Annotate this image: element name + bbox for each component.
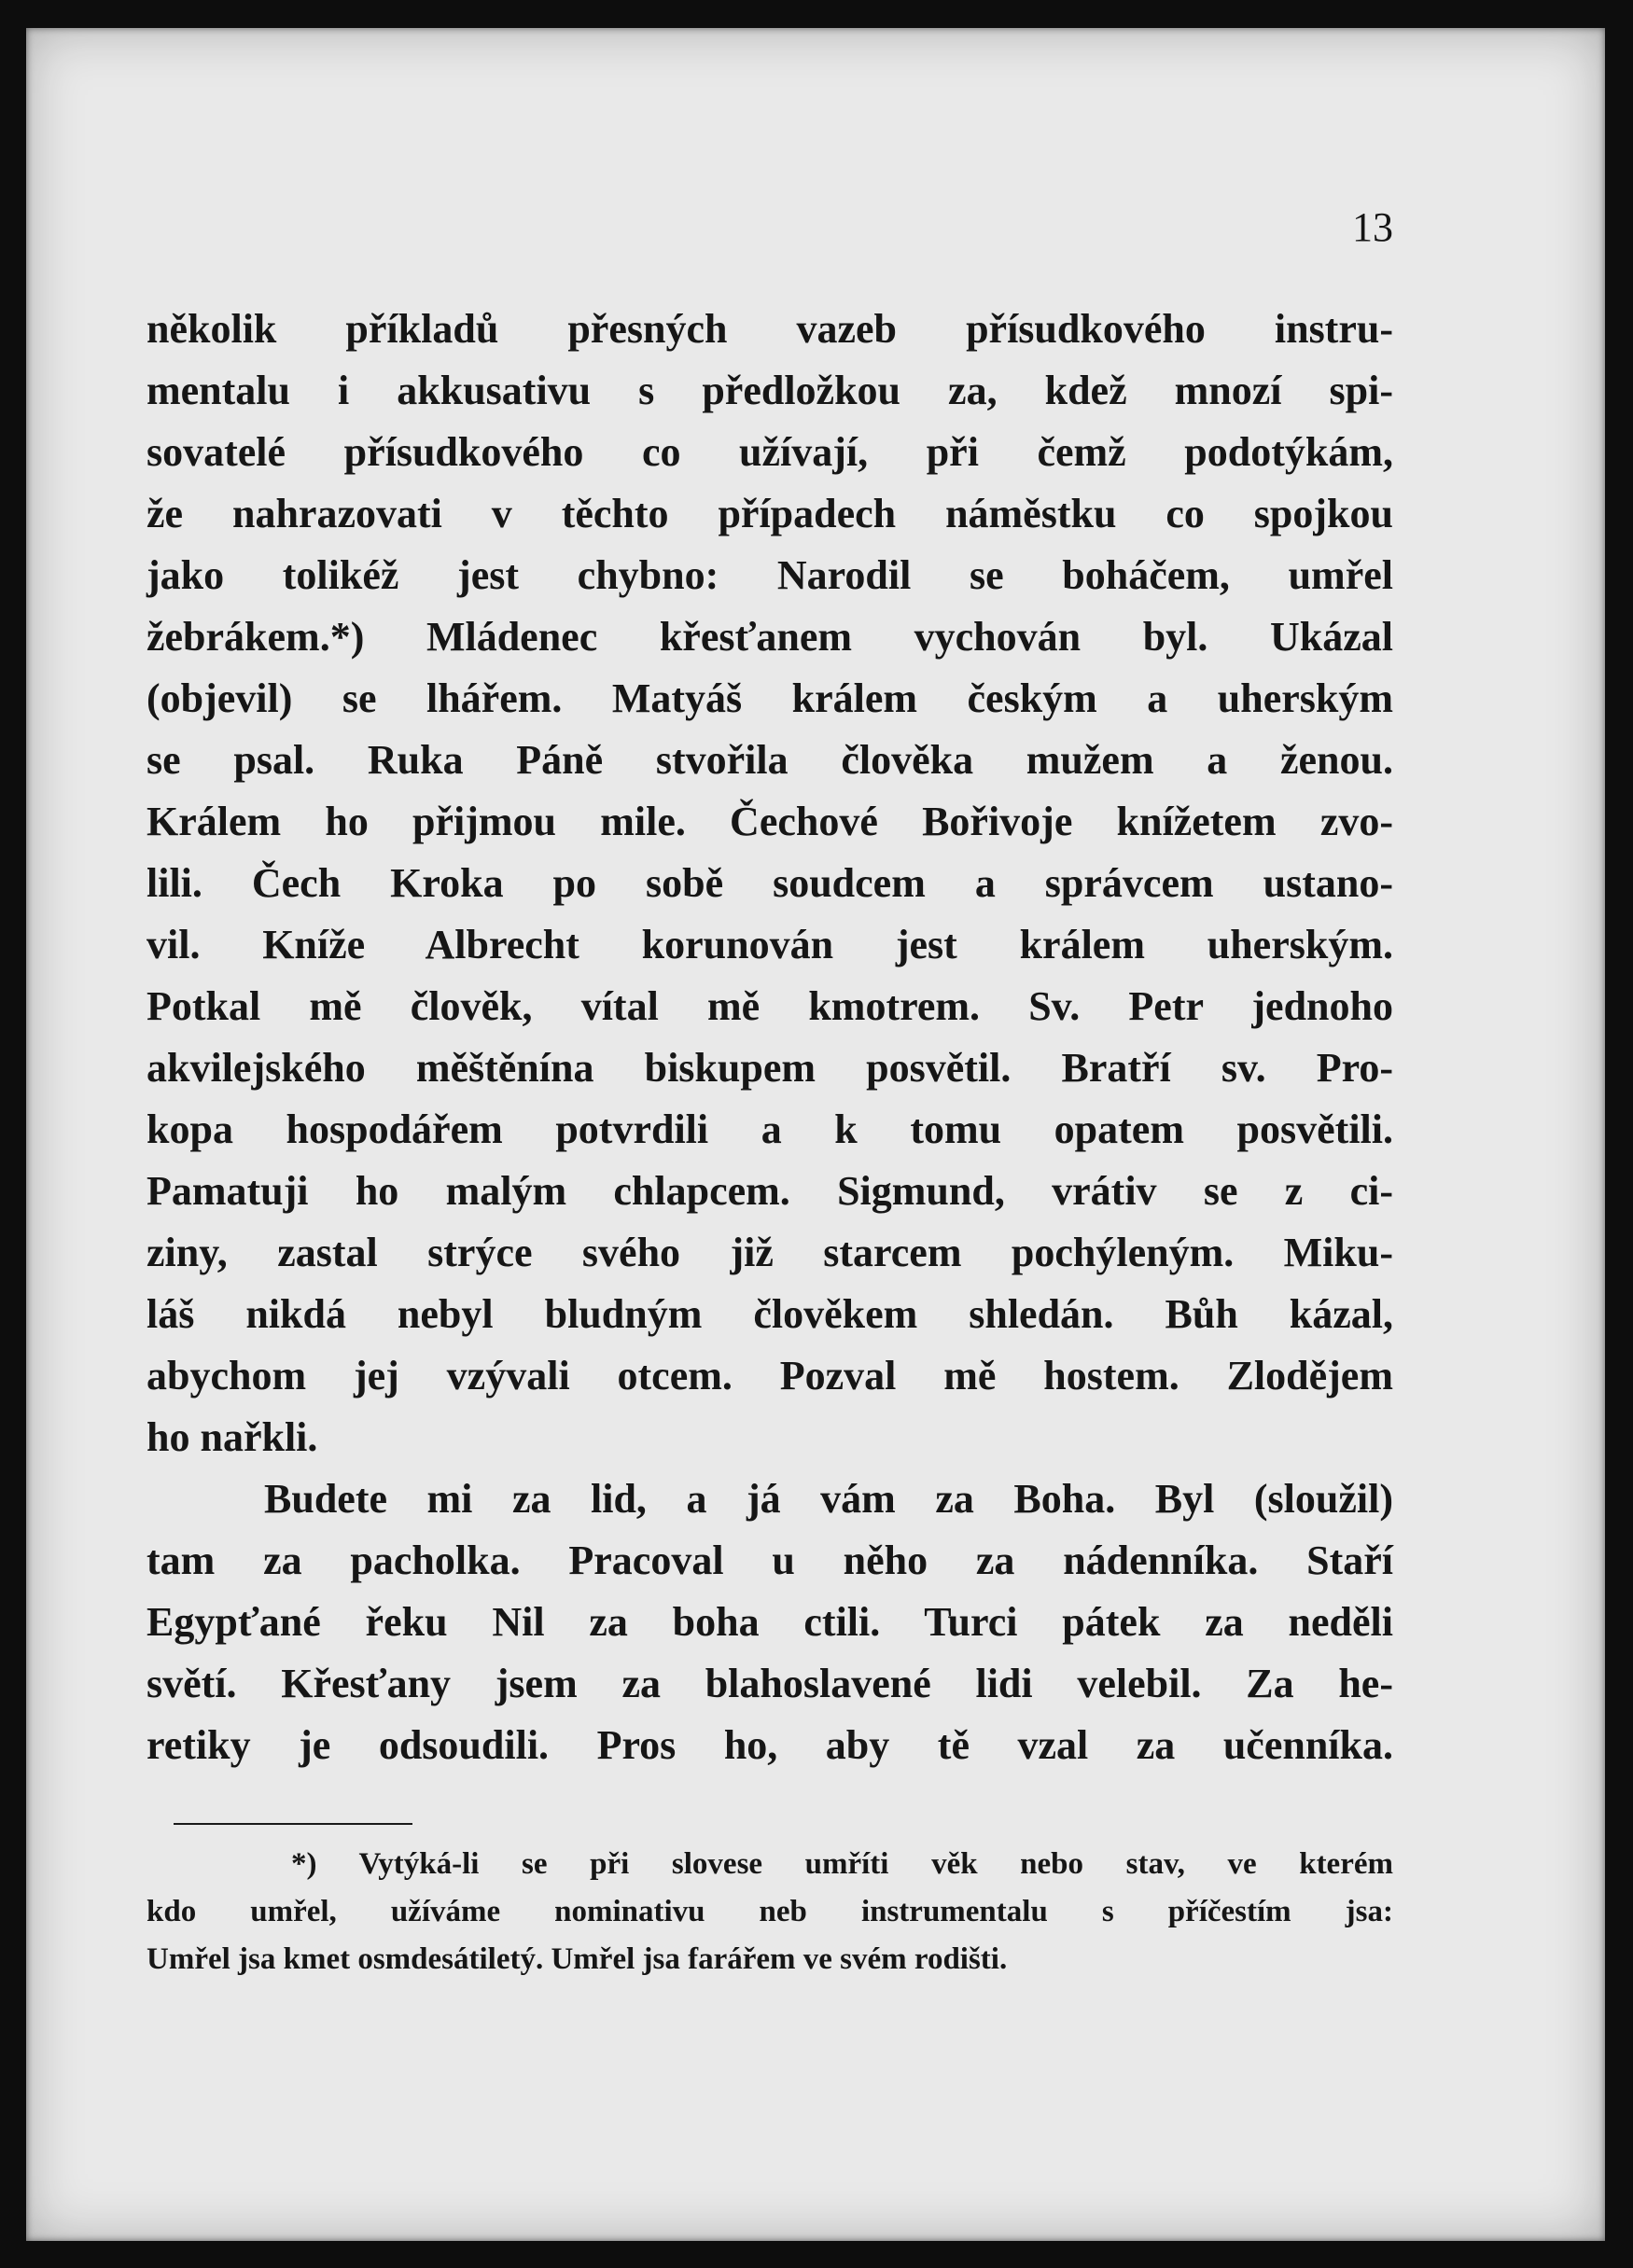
text-line: že nahrazovati v těchto případech náměstku co spojkou bbox=[147, 491, 1393, 536]
text-line: mentalu i akkusativu s předložkou za, kdež mnozí spi- bbox=[147, 368, 1393, 413]
text-line: Králem ho přijmou mile. Čechové Bořivoje knížetem zvo- bbox=[147, 799, 1393, 844]
page-number: 13 bbox=[1352, 204, 1393, 250]
footnote bbox=[147, 1841, 1393, 1983]
text-line: několik příkladů přesných vazeb přísudkového instru- bbox=[147, 306, 1393, 352]
text-line: sovatelé přísudkového co užívají, při čemž podotýkám, bbox=[147, 429, 1393, 475]
text-line: Pamatuji ho malým chlapcem. Sigmund, vrátiv se z ci- bbox=[147, 1168, 1393, 1214]
footnote-line: *) Vytýká-li se při slovese umříti věk nebo stav, ve kterém bbox=[291, 1847, 1393, 1881]
text-line: jako tolikéž jest chybno: Narodil se boháčem, umřel bbox=[147, 552, 1393, 598]
text-line: kopa hospodářem potvrdili a k tomu opatem posvětili. bbox=[147, 1106, 1393, 1152]
text-line: světí. Křesťany jsem za blahoslavené lidi velebil. Za he- bbox=[147, 1661, 1393, 1706]
text-line: žebrákem.*) Mládenec křesťanem vychován byl. Ukázal bbox=[147, 614, 1393, 660]
text-line: abychom jej vzývali otcem. Pozval mě hostem. Zlodějem bbox=[147, 1353, 1393, 1398]
text-line: Egypťané řeku Nil za boha ctili. Turci pátek za neděli bbox=[147, 1599, 1393, 1645]
text-line: ho nařkli. bbox=[147, 1414, 318, 1460]
text-line: Potkal mě člověk, vítal mě kmotrem. Sv. Petr jednoho bbox=[147, 983, 1393, 1029]
text-line: retiky je odsoudili. Pros ho, aby tě vzal za učenníka. bbox=[147, 1722, 1393, 1768]
footnote-divider bbox=[174, 1823, 412, 1825]
text-line: Budete mi za lid, a já vám za Boha. Byl (sloužil) bbox=[264, 1476, 1393, 1522]
footnote-line: Umřel jsa kmet osmdesátiletý. Umřel jsa farářem ve svém rodišti. bbox=[147, 1942, 1008, 1976]
footnote-line: kdo umřel, užíváme nominativu neb instrumentalu s příčestím jsa: bbox=[147, 1895, 1393, 1928]
text-line: se psal. Ruka Páně stvořila člověka mužem a ženou. bbox=[147, 737, 1393, 783]
text-line: lili. Čech Kroka po sobě soudcem a správcem ustano- bbox=[147, 860, 1393, 906]
text-line: tam za pacholka. Pracoval u něho za nádenníka. Staří bbox=[147, 1538, 1393, 1583]
text-line: láš nikdá nebyl bludným člověkem shledán. Bůh kázal, bbox=[147, 1291, 1393, 1337]
main-text bbox=[147, 299, 1393, 1776]
text-line: akvilejského měštěnína biskupem posvětil. Bratří sv. Pro- bbox=[147, 1045, 1393, 1091]
text-line: (objevil) se lhářem. Matyáš králem českým a uherským bbox=[147, 675, 1393, 721]
text-line: vil. Kníže Albrecht korunován jest králem uherským. bbox=[147, 922, 1393, 967]
text-line: ziny, zastal strýce svého již starcem pochýleným. Miku- bbox=[147, 1230, 1393, 1275]
book-page bbox=[26, 28, 1605, 2241]
